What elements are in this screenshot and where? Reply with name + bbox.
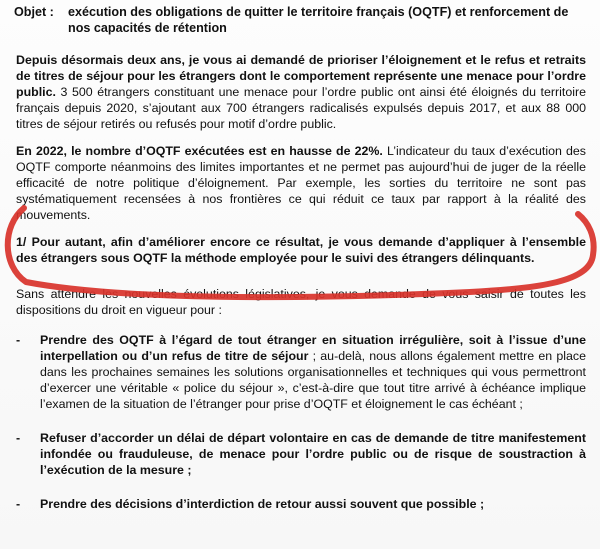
bullet-1-text: ; au-delà, nous allons également mettre en place dans les prochaines semaines les solutions organisationnelles et techniques qui vous permettront d’exercer une véritable « police du séjour », c’est-à-dire que tout titre arrivé à échéance implique l’examen de la situation de l’étranger pour prise d’OQTF et éloignement le cas échéant ; [40, 349, 586, 411]
subject-label: Objet : [14, 5, 54, 19]
bullet-dash: - [16, 431, 21, 445]
paragraph-3-bold: 1/ Pour autant, afin d’améliorer encore ce résultat, je vous demande d’appliquer à l’ensemble des étrangers sous OQTF la méthode employée pour le suivi des étrangers délinquants. [16, 235, 586, 265]
subject-line [14, 4, 594, 36]
paragraph-4 [16, 286, 586, 318]
bullet-3-bold: Prendre des décisions d’interdiction de retour aussi souvent que possible ; [40, 497, 485, 511]
list-item [16, 496, 586, 512]
paragraph-3-highlighted [16, 234, 586, 266]
bullet-1-bold: Prendre des OQTF à l’égard de tout étranger en situation irrégulière, soit à l’issue d’une interpellation ou d’un refus de titre de séjour [40, 333, 586, 363]
paragraph-1 [16, 52, 586, 132]
paragraph-1-text: 3 500 étrangers constituant une menace pour l’ordre public ont ainsi été éloignés du territoire français depuis 2020, s’ajoutant aux 700 étrangers radicalisés expulsés depuis 2017, et aux 88 000 titres de séjour retirés ou refusés pour motif d’ordre public. [16, 85, 586, 131]
paragraph-4-text: Sans attendre les nouvelles évolutions législatives, je vous demande de vous saisir de toutes les dispositions du droit en vigueur pour : [16, 287, 586, 317]
subject-text: exécution des obligations de quitter le territoire français (OQTF) et renforcement de nos capacités de rétention [68, 5, 569, 35]
list-item [16, 332, 586, 412]
paragraph-2-text: L’indicateur du taux d’exécution des OQTF comporte néanmoins des limites importantes et ne permet pas aujourd’hui de juger de la réelle efficacité de notre politique d’éloignement. Par exemple, les sorties du territoire ne sont pas systématiquement recensées à nos frontières ce qui réduit ce taux par rapport à la réalité des mouvements. [16, 144, 586, 222]
bullet-dash: - [16, 497, 21, 511]
bullet-2-bold: Refuser d’accorder un délai de départ volontaire en cas de demande de titre manifestement infondée ou frauduleuse, de menace pour l’ordre public ou de risque de soustraction à l’exécution de la mesure ; [40, 431, 586, 477]
bullet-dash: - [16, 333, 21, 347]
paragraph-2-bold: En 2022, le nombre d’OQTF exécutées est en hausse de 22%. [16, 144, 383, 158]
paragraph-2 [16, 143, 586, 223]
list-item [16, 430, 586, 478]
paragraph-1-bold: Depuis désormais deux ans, je vous ai demandé de prioriser l’éloignement et le refus et retraits de titres de séjour pour les étrangers dont le comportement représente une menace pour l’ordre public. [16, 53, 586, 99]
